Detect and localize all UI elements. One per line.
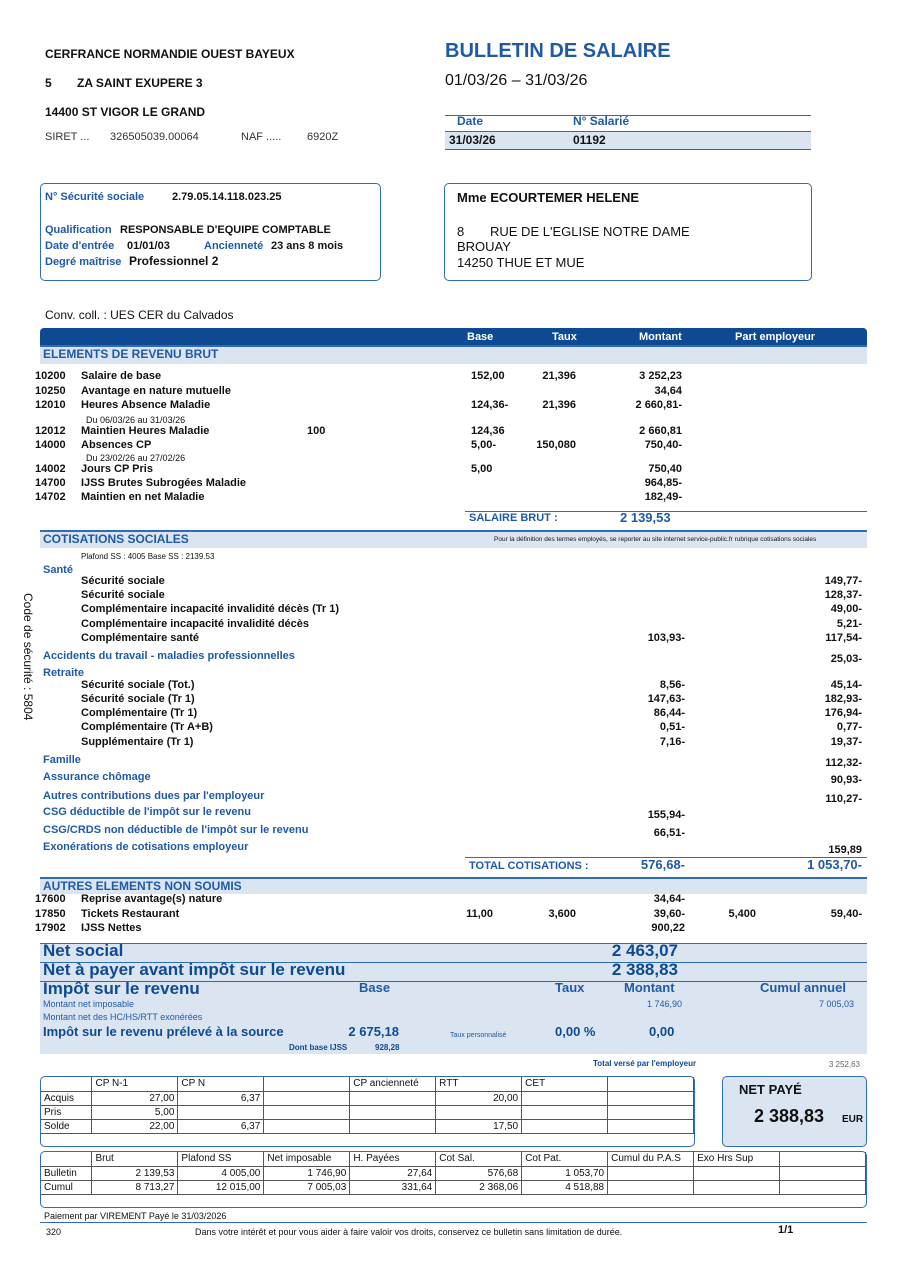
grid-cell <box>264 1105 350 1119</box>
footer-code: 320 <box>46 1227 62 1237</box>
naf: 6920Z <box>307 131 339 143</box>
cotis-salarie: 66,51- <box>653 827 685 839</box>
autre-code: 17600 <box>35 893 66 905</box>
imposable-label: Montant net imposable <box>43 999 135 1009</box>
grid-cell: 4 518,88 <box>522 1180 608 1194</box>
address-city: 14250 THUE ET MUE <box>457 255 585 270</box>
taux-perso: Taux personnalisé <box>450 1032 507 1039</box>
grid-row-label: Pris <box>41 1105 92 1119</box>
footer-message: Dans votre intérêt et pour vous aider à faire valoir vos droits, conservez ce bulletin sans limitation de durée. <box>195 1227 623 1237</box>
cotis-group-label: Retraite <box>43 667 84 679</box>
impot-cumul-header: Cumul annuel <box>760 980 846 995</box>
row-montant: 750,40 <box>648 463 682 475</box>
net-avant: 2 388,83 <box>611 960 678 979</box>
grid-row-label: Bulletin <box>41 1166 92 1180</box>
grid-cell <box>436 1105 522 1119</box>
row-label: Avantage en nature mutuelle <box>81 385 231 397</box>
grid-header: RTT <box>436 1077 522 1091</box>
ijss-label: Dont base IJSS <box>289 1043 348 1052</box>
imposable-cumul: 7 005,03 <box>818 999 854 1009</box>
anc-label: Ancienneté <box>204 240 264 252</box>
cotis-item-label: Complémentaire santé <box>81 632 199 644</box>
cotis-patronal: 112,32- <box>825 757 862 769</box>
grid-cell <box>350 1105 436 1119</box>
autre-code: 17850 <box>35 908 66 920</box>
cotis-group-label: Accidents du travail - maladies professionnelles <box>43 650 295 662</box>
row-taux: 150,080 <box>536 439 576 451</box>
grid-header: Brut <box>92 1152 178 1166</box>
grid-header: Cot Pat. <box>522 1152 608 1166</box>
grid-cell <box>522 1105 608 1119</box>
cotis-patronal: 5,21- <box>836 618 862 630</box>
row-label: Salaire de base <box>81 370 162 382</box>
imposable: 1 746,90 <box>646 999 682 1009</box>
net-paye: 2 388,83 <box>754 1106 825 1126</box>
naf-label: NAF ..... <box>241 131 282 143</box>
cotis-item-label: Sécurité sociale (Tot.) <box>81 679 195 691</box>
cotis-patronal: 182,93- <box>824 693 862 705</box>
grid-cell: 7 005,03 <box>264 1180 350 1194</box>
row-code: 14700 <box>35 477 66 489</box>
grid-cell <box>608 1166 694 1180</box>
grid-header: CP N-1 <box>92 1077 178 1091</box>
net-social-label: Net social <box>43 941 124 960</box>
siret-label: SIRET ... <box>45 131 90 143</box>
grid-header: CP N <box>178 1077 264 1091</box>
section-autres: AUTRES ELEMENTS NON SOUMIS <box>40 877 867 894</box>
cotis-patronal: 0,77- <box>836 721 862 733</box>
grid-cell <box>779 1180 865 1194</box>
row-code: 10200 <box>35 370 66 382</box>
grid-cell: 27,64 <box>350 1166 436 1180</box>
cotis-item-label: Complémentaire (Tr 1) <box>81 707 198 719</box>
row-label: Heures Absence Maladie <box>81 399 211 411</box>
doc-title: BULLETIN DE SALAIRE <box>445 40 671 62</box>
cotis-salarie: 0,51- <box>659 721 685 733</box>
page-number: 1/1 <box>778 1224 794 1236</box>
net-paye-currency: EUR <box>842 1114 864 1125</box>
autre-montant: 900,22 <box>651 922 685 934</box>
header-taux: Taux <box>552 331 577 343</box>
section-brut: ELEMENTS DE REVENU BRUT <box>40 345 867 364</box>
row-montant: 750,40- <box>644 439 682 451</box>
grid-cell <box>178 1105 264 1119</box>
date-label: Date <box>457 114 484 128</box>
row-montant: 182,49- <box>644 491 682 503</box>
autre-taux: 3,600 <box>548 908 576 920</box>
row-montant: 2 660,81- <box>635 399 682 411</box>
cotis-salarie: 86,44- <box>653 707 685 719</box>
siret: 326505039.00064 <box>110 131 199 143</box>
cotis-item-label: Supplémentaire (Tr 1) <box>81 736 194 748</box>
cotis-patronal: 117,54- <box>825 632 862 644</box>
period <box>445 72 587 90</box>
bulletin-date: 31/03/26 <box>449 133 496 147</box>
cotis-group-label: Exonérations de cotisations employeur <box>43 841 249 853</box>
row-montant: 2 660,81 <box>639 425 682 437</box>
header-part: Part employeur <box>735 331 816 343</box>
pas-montant: 0,00 <box>649 1024 675 1039</box>
grid-header: H. Payées <box>350 1152 436 1166</box>
row-label: Absences CP <box>81 439 152 451</box>
row-taux: 21,396 <box>542 399 576 411</box>
grid-header: CET <box>522 1077 608 1091</box>
cotis-group-label: Assurance chômage <box>43 771 151 783</box>
security-code: Code de sécurité : 5804 <box>21 593 35 721</box>
row-taux: 21,396 <box>542 370 576 382</box>
grid-header <box>779 1152 865 1166</box>
cotis-group-label: Santé <box>43 564 73 576</box>
grid-corner <box>41 1152 92 1166</box>
grid-cell: 17,50 <box>436 1119 522 1133</box>
grid-cell: 6,37 <box>178 1119 264 1133</box>
paiement: Paiement par VIREMENT Payé le 31/03/2026 <box>44 1211 227 1221</box>
period-sep: – <box>511 72 521 89</box>
grid-header: Cot Sal. <box>436 1152 522 1166</box>
grid-cell: 8 713,27 <box>92 1180 178 1194</box>
cumuls-table <box>41 1152 866 1195</box>
address-no: 8 <box>457 224 465 239</box>
grid-cell: 22,00 <box>92 1119 178 1133</box>
grid-cell: 1 053,70 <box>522 1166 608 1180</box>
grid-cell <box>608 1119 694 1133</box>
impot-taux-header: Taux <box>555 980 585 995</box>
header-base: Base <box>467 331 494 343</box>
row-montant: 964,85- <box>644 477 682 489</box>
grid-cell <box>350 1091 436 1105</box>
num-label: N° Salarié <box>573 114 630 128</box>
brut-total: 2 139,53 <box>620 510 671 525</box>
grid-cell: 4 005,00 <box>178 1166 264 1180</box>
cotis-item-label: Complémentaire incapacité invalidité décès <box>81 618 310 630</box>
grid-row-label: Solde <box>41 1119 92 1133</box>
grid-cell: 331,64 <box>350 1180 436 1194</box>
employer-street-no: 5 <box>45 76 52 90</box>
autre-code: 17902 <box>35 922 66 934</box>
grid-cell: 2 139,53 <box>92 1166 178 1180</box>
row-montant: 3 252,23 <box>639 370 682 382</box>
qualification: RESPONSABLE D'EQUIPE COMPTABLE <box>120 224 331 236</box>
autre-part-montant: 59,40- <box>830 908 862 920</box>
degree-label: Degré maîtrise <box>45 256 122 268</box>
cotis-patronal: 159,89 <box>828 844 862 856</box>
cotis-note: Pour la définition des termes employés, se reporter au site internet service-public.fr rubrique cotisations sociales <box>494 536 817 543</box>
net-avant-label: Net à payer avant impôt sur le revenu <box>43 960 346 979</box>
grid-corner <box>41 1077 92 1091</box>
total-verse: 3 252,63 <box>828 1060 860 1069</box>
qual-label: Qualification <box>45 224 112 236</box>
row-code: 12012 <box>35 425 66 437</box>
cotis-salarie: 103,93- <box>647 632 685 644</box>
impot-montant-header: Montant <box>624 980 675 995</box>
cotis-patronal: 90,93- <box>830 774 862 786</box>
brut-total-label: SALAIRE BRUT : <box>469 512 558 524</box>
row-montant: 34,64 <box>654 385 682 397</box>
grid-cell <box>264 1091 350 1105</box>
grid-cell <box>350 1119 436 1133</box>
grid-row-label: Acquis <box>41 1091 92 1105</box>
address-line2: BROUAY <box>457 239 511 254</box>
grid-cell <box>522 1091 608 1105</box>
cotis-item-label: Complémentaire incapacité invalidité décès (Tr 1) <box>81 603 339 615</box>
row-sub: Du 23/02/26 au 27/02/26 <box>86 453 186 463</box>
grid-cell: 20,00 <box>436 1091 522 1105</box>
cotis-patronal: 49,00- <box>830 603 862 615</box>
ss-number: 2.79.05.14.118.023.25 <box>172 191 282 203</box>
row-code: 10250 <box>35 385 66 397</box>
row-label: Maintien en net Maladie <box>81 491 205 503</box>
hs-label: Montant net des HC/HS/RTT exonérées <box>43 1012 203 1022</box>
cotis-total-sal: 576,68- <box>640 857 685 872</box>
row-code: 12010 <box>35 399 66 411</box>
impot-title: Impôt sur le revenu <box>43 979 200 998</box>
impot-base-header: Base <box>359 980 391 995</box>
row-code: 14002 <box>35 463 66 475</box>
employee-name: Mme ECOURTEMER HELENE <box>457 190 640 205</box>
ss-label: N° Sécurité sociale <box>45 191 145 203</box>
grid-cell <box>694 1180 780 1194</box>
date-row <box>445 131 811 150</box>
grid-cell: 27,00 <box>92 1091 178 1105</box>
ijss: 928,28 <box>375 1043 400 1052</box>
cotis-salarie: 8,56- <box>659 679 685 691</box>
cotis-patronal: 25,03- <box>830 653 862 665</box>
cotis-patronal: 19,37- <box>830 736 862 748</box>
grid-header <box>608 1077 694 1091</box>
net-paye-label: NET PAYÉ <box>739 1082 802 1097</box>
cotis-item-label: Sécurité sociale <box>81 589 165 601</box>
row-base: 124,36 <box>471 425 505 437</box>
grid-header: Cumul du P.A.S <box>608 1152 694 1166</box>
header-montant: Montant <box>639 331 682 343</box>
cotis-patronal: 110,27- <box>825 793 862 805</box>
autre-base: 11,00 <box>466 908 493 920</box>
autre-label: Tickets Restaurant <box>81 908 180 920</box>
row-sub: Du 06/03/26 au 31/03/26 <box>86 415 186 425</box>
convention: Conv. coll. : UES CER du Calvados <box>45 308 234 322</box>
period-start: 01/03/26 <box>445 72 508 89</box>
grid-cell: 1 746,90 <box>264 1166 350 1180</box>
entry-date: 01/01/03 <box>127 240 170 252</box>
plafond: Plafond SS : 4005 Base SS : 2139.53 <box>81 552 215 561</box>
period-end: 31/03/26 <box>525 72 588 89</box>
cotis-group-label: CSG déductible de l'impôt sur le revenu <box>43 806 251 818</box>
cotis-patronal: 45,14- <box>830 679 862 691</box>
entry-label: Date d'entrée <box>45 240 115 252</box>
cotis-item-label: Complémentaire (Tr A+B) <box>81 721 213 733</box>
grid-cell <box>608 1091 694 1105</box>
grid-cell: 576,68 <box>436 1166 522 1180</box>
grid-header: Exo Hrs Sup <box>694 1152 780 1166</box>
grid-header: Net imposable <box>264 1152 350 1166</box>
row-label: Jours CP Pris <box>81 463 153 475</box>
conges-table <box>41 1077 694 1134</box>
cotis-group-label: Famille <box>43 754 81 766</box>
cotis-salarie: 155,94- <box>647 809 685 821</box>
grid-cell <box>608 1180 694 1194</box>
grid-cell <box>522 1119 608 1133</box>
grid-cell: 2 368,06 <box>436 1180 522 1194</box>
cotis-patronal: 149,77- <box>824 575 862 587</box>
grid-header: CP ancienneté <box>350 1077 436 1091</box>
autre-label: Reprise avantage(s) nature <box>81 893 223 905</box>
employee-number: 01192 <box>573 133 606 147</box>
section-cotisations: COTISATIONS SOCIALES <box>40 530 867 548</box>
grid-cell: 6,37 <box>178 1091 264 1105</box>
grid-header: Plafond SS <box>178 1152 264 1166</box>
pas-taux: 0,00 % <box>555 1024 596 1039</box>
employer-street: ZA SAINT EXUPERE 3 <box>77 76 203 90</box>
grid-cell <box>694 1166 780 1180</box>
cotis-salarie: 147,63- <box>647 693 685 705</box>
row-base: 5,00 <box>471 463 493 475</box>
grid-cell <box>608 1105 694 1119</box>
anciennete: 23 ans 8 mois <box>271 240 344 252</box>
net-social: 2 463,07 <box>611 941 678 960</box>
autre-montant: 34,64- <box>653 893 685 905</box>
autre-montant: 39,60- <box>653 908 685 920</box>
cotis-total-pat: 1 053,70- <box>807 857 862 872</box>
row-code: 14702 <box>35 491 66 503</box>
row-base: 124,36- <box>471 399 509 411</box>
cotis-total-label: TOTAL COTISATIONS : <box>469 860 589 872</box>
pas-base: 2 675,18 <box>348 1024 399 1039</box>
row-base: 152,00 <box>471 370 505 382</box>
degree: Professionnel 2 <box>129 254 219 268</box>
grid-cell: 5,00 <box>92 1105 178 1119</box>
row-qty: 100 <box>307 425 326 437</box>
cotis-item-label: Sécurité sociale <box>81 575 165 587</box>
cotis-group-label: CSG/CRDS non déductible de l'impôt sur le revenu <box>43 824 309 836</box>
grid-cell: 12 015,00 <box>178 1180 264 1194</box>
total-verse-label: Total versé par l'employeur <box>593 1059 697 1068</box>
grid-cell <box>264 1119 350 1133</box>
cotis-group-label: Autres contributions dues par l'employeur <box>43 790 265 802</box>
grid-row-label: Cumul <box>41 1180 92 1194</box>
employer-city: 14400 ST VIGOR LE GRAND <box>45 105 206 119</box>
cotis-salarie: 7,16- <box>659 736 685 748</box>
address-street: RUE DE L'EGLISE NOTRE DAME <box>490 224 690 239</box>
grid-cell <box>779 1166 865 1180</box>
row-label: IJSS Brutes Subrogées Maladie <box>81 477 247 489</box>
cotis-item-label: Sécurité sociale (Tr 1) <box>81 693 195 705</box>
employer-name: CERFRANCE NORMANDIE OUEST BAYEUX <box>45 47 295 61</box>
autre-part-taux: 5,400 <box>728 908 756 920</box>
row-base: 5,00- <box>471 439 497 451</box>
cotis-patronal: 128,37- <box>824 589 862 601</box>
cotis-patronal: 176,94- <box>824 707 862 719</box>
grid-header <box>264 1077 350 1091</box>
autre-label: IJSS Nettes <box>81 922 142 934</box>
row-label: Maintien Heures Maladie <box>81 425 210 437</box>
row-code: 14000 <box>35 439 66 451</box>
pas-label: Impôt sur le revenu prélevé à la source <box>43 1024 284 1039</box>
